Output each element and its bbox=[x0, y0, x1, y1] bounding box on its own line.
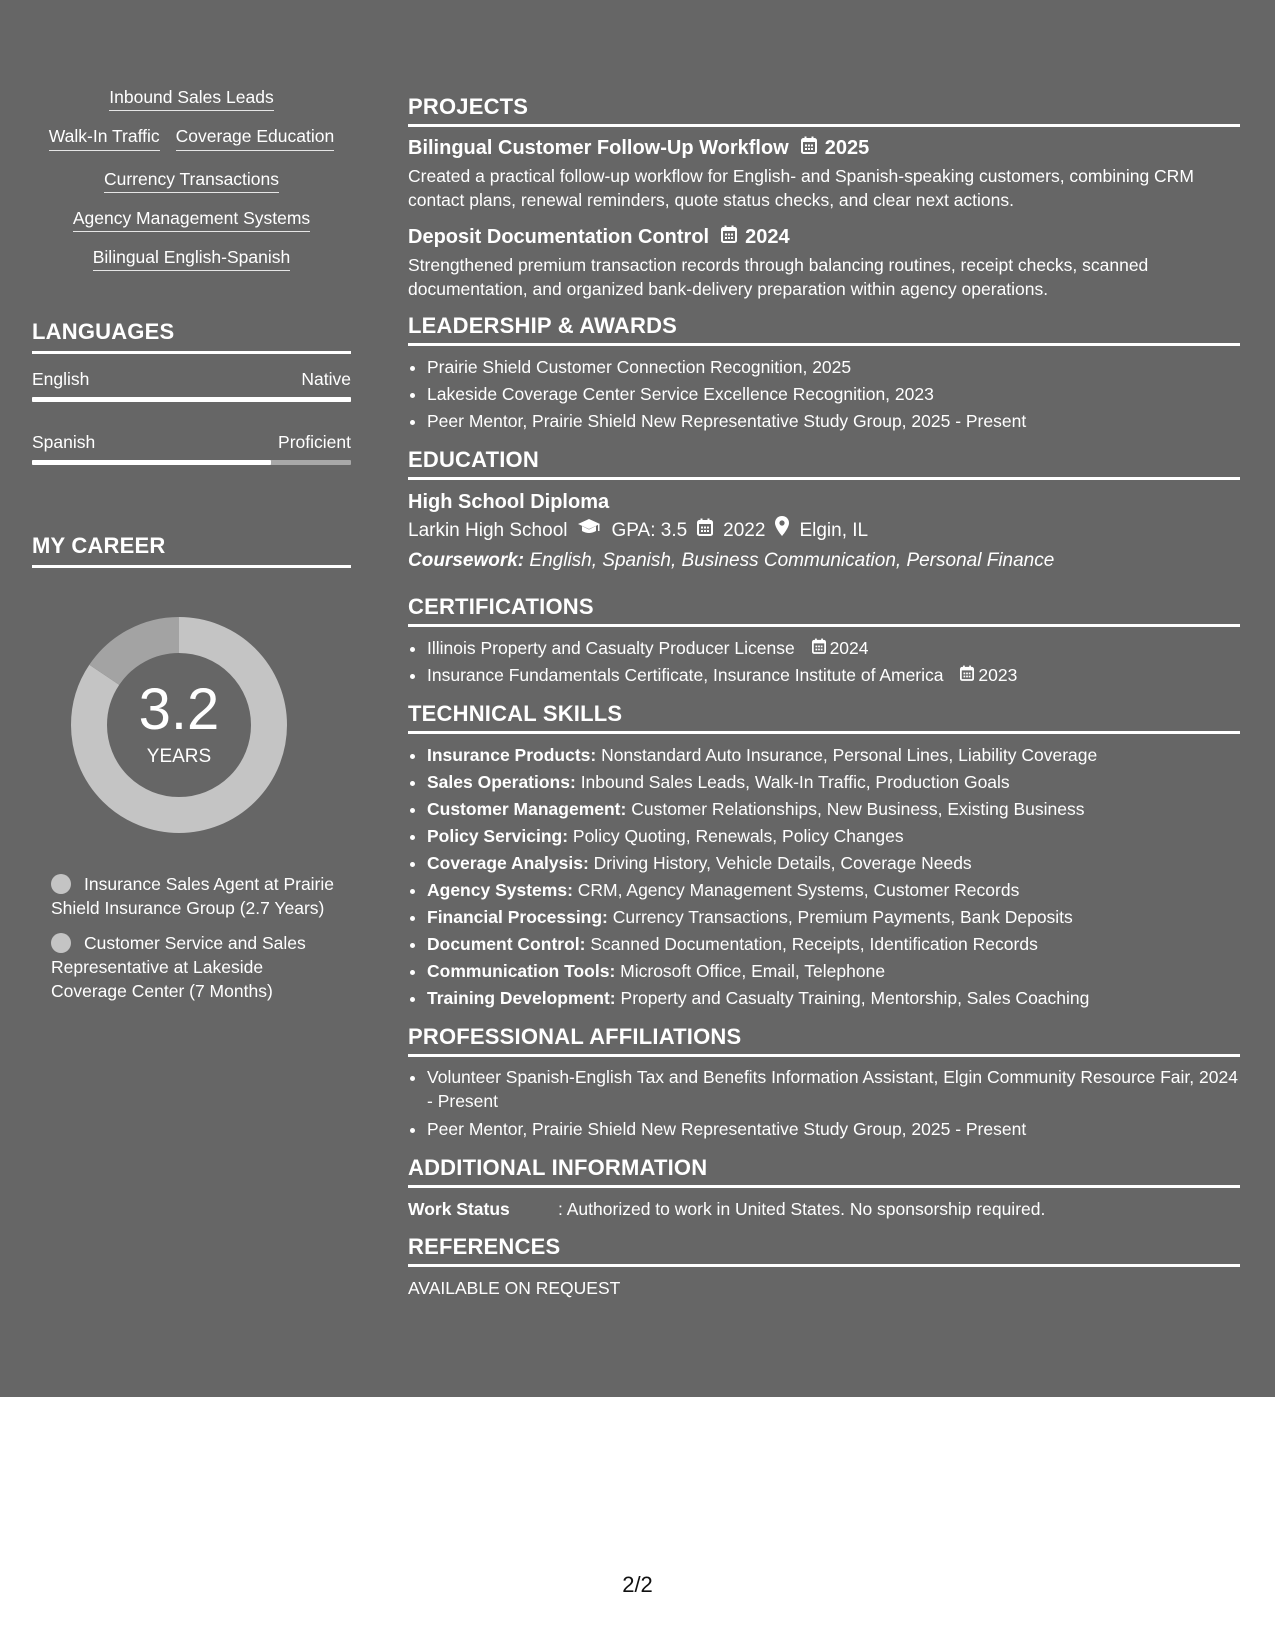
project-description: Strengthened premium transaction records through balancing routines, receipt checks, scanned documentation, and organized bank-delivery preparation within agency operations. bbox=[408, 255, 1149, 299]
certification-item bbox=[427, 662, 1240, 689]
affiliation-item: • Peer Mentor, Prairie Shield New Representative Study Group, 2025 - Present bbox=[427, 1116, 1240, 1143]
project-year: 2025 bbox=[824, 137, 870, 159]
certification-name: Illinois Property and Casualty Producer License bbox=[427, 638, 795, 658]
work-status-label: Work Status bbox=[408, 1199, 510, 1219]
skill-value: CRM, Agency Management Systems, Customer Records bbox=[577, 880, 1020, 900]
language-name: Spanish bbox=[32, 432, 96, 452]
education-year: 2022 bbox=[723, 520, 766, 541]
career-total-unit: YEARS bbox=[146, 746, 212, 767]
technical-skill-item bbox=[427, 850, 1240, 877]
skill-value: Driving History, Vehicle Details, Coverage Needs bbox=[593, 853, 972, 873]
calendar-icon bbox=[960, 662, 978, 689]
leadership-list bbox=[408, 354, 1240, 435]
main-content bbox=[408, 94, 1240, 1313]
career-list bbox=[51, 872, 341, 1003]
career-donut-chart bbox=[64, 610, 294, 840]
project-year: 2024 bbox=[745, 226, 790, 248]
project-description: Created a practical follow-up workflow for English- and Spanish-speaking customers, combining CRM contact plans, renewal reminders, quote status checks, and clear next actions. bbox=[408, 166, 1194, 210]
education-degree: High School Diploma bbox=[408, 491, 610, 513]
leadership-item: • Peer Mentor, Prairie Shield New Representative Study Group, 2025 - Present bbox=[427, 408, 1240, 435]
references-heading: REFERENCES bbox=[408, 1234, 1240, 1267]
map-pin-icon bbox=[775, 516, 789, 546]
language-item bbox=[32, 430, 351, 465]
certification-year: 2024 bbox=[829, 638, 869, 658]
references-section bbox=[408, 1234, 1240, 1301]
page-number: 2/2 bbox=[622, 1572, 653, 1597]
projects-heading: PROJECTS bbox=[408, 94, 1240, 127]
skill-value: Microsoft Office, Email, Telephone bbox=[620, 961, 886, 981]
education-details bbox=[408, 516, 1240, 546]
project-name: Bilingual Customer Follow-Up Workflow bbox=[408, 137, 789, 159]
education-coursework bbox=[408, 546, 1240, 576]
technical-skill-item bbox=[427, 769, 1240, 796]
skill-label: Coverage Analysis: bbox=[427, 853, 589, 873]
education-gpa: GPA: 3.5 bbox=[611, 520, 688, 541]
skill-label: Financial Processing: bbox=[427, 907, 608, 927]
career-entry bbox=[51, 931, 341, 1003]
certification-item bbox=[427, 635, 1240, 662]
skill-tag-text: Inbound Sales Leads bbox=[109, 87, 273, 111]
calendar-icon bbox=[801, 135, 817, 161]
career-total-years: 3.2 bbox=[138, 677, 220, 742]
language-name: English bbox=[32, 369, 90, 389]
language-item bbox=[32, 367, 351, 402]
technical-skill-item bbox=[427, 958, 1240, 985]
language-proficiency-fill bbox=[32, 460, 271, 465]
career-dot-icon bbox=[51, 874, 71, 894]
skill-tags bbox=[32, 86, 351, 285]
skill-tag bbox=[32, 86, 351, 108]
skill-tag: Walk-In Traffic bbox=[49, 125, 160, 151]
education-school: Larkin High School bbox=[408, 520, 568, 541]
language-proficiency-bar bbox=[32, 397, 351, 402]
calendar-icon bbox=[812, 635, 830, 662]
skill-tag: Coverage Education bbox=[176, 125, 335, 151]
technical-skills-list bbox=[408, 742, 1240, 1012]
certifications-list bbox=[408, 635, 1240, 689]
leadership-item: • Prairie Shield Customer Connection Recognition, 2025 bbox=[427, 354, 1240, 381]
skill-label: Customer Management: bbox=[427, 799, 627, 819]
additional-info-heading: ADDITIONAL INFORMATION bbox=[408, 1155, 1240, 1188]
project-item bbox=[408, 135, 1240, 212]
affiliations-list bbox=[408, 1065, 1240, 1143]
technical-skill-item bbox=[427, 985, 1240, 1012]
leadership-section bbox=[408, 313, 1240, 435]
career-entry-text: Customer Service and Sales Representative at Lakeside Coverage Center (7 Months) bbox=[51, 933, 306, 1001]
technical-skill-item bbox=[427, 904, 1240, 931]
skill-label: Sales Operations: bbox=[427, 772, 576, 792]
technical-skill-item bbox=[427, 931, 1240, 958]
language-proficiency-bar bbox=[32, 460, 351, 465]
skill-label: Agency Systems: bbox=[427, 880, 573, 900]
languages-heading: LANGUAGES bbox=[32, 319, 351, 354]
coursework-value: English, Spanish, Business Communication, Personal Finance bbox=[529, 550, 1055, 571]
skill-value: Inbound Sales Leads, Walk-In Traffic, Production Goals bbox=[580, 772, 1010, 792]
skill-label: Insurance Products: bbox=[427, 745, 597, 765]
education-location: Elgin, IL bbox=[799, 520, 869, 541]
leadership-heading: LEADERSHIP & AWARDS bbox=[408, 313, 1240, 346]
projects-section bbox=[408, 94, 1240, 301]
skill-tag-row bbox=[32, 168, 351, 190]
certification-year: 2023 bbox=[978, 665, 1018, 685]
skill-tag: Currency Transactions bbox=[104, 169, 279, 193]
skill-tag-row bbox=[32, 246, 351, 268]
language-level: Native bbox=[301, 369, 351, 389]
affiliations-section bbox=[408, 1024, 1240, 1143]
skill-value: Policy Quoting, Renewals, Policy Changes bbox=[572, 826, 904, 846]
coursework-label: Coursework: bbox=[408, 550, 525, 571]
skill-label: Training Development: bbox=[427, 988, 616, 1008]
career-dot-icon bbox=[51, 933, 71, 953]
certification-name: Insurance Fundamentals Certificate, Insurance Institute of America bbox=[427, 665, 944, 685]
work-status-value: : Authorized to work in United States. No sponsorship required. bbox=[558, 1199, 1046, 1219]
calendar-icon bbox=[697, 516, 713, 546]
skill-value: Nonstandard Auto Insurance, Personal Lines, Liability Coverage bbox=[601, 745, 1098, 765]
affiliations-heading: PROFESSIONAL AFFILIATIONS bbox=[408, 1024, 1240, 1057]
skill-tag: Agency Management Systems bbox=[73, 208, 310, 232]
certifications-heading: CERTIFICATIONS bbox=[408, 594, 1240, 627]
language-level: Proficient bbox=[278, 432, 351, 452]
graduation-cap-icon bbox=[577, 516, 601, 546]
references-text: AVAILABLE ON REQUEST bbox=[408, 1278, 621, 1298]
skill-label: Policy Servicing: bbox=[427, 826, 569, 846]
additional-info-section bbox=[408, 1155, 1240, 1222]
technical-skill-item bbox=[427, 823, 1240, 850]
skill-value: Property and Casualty Training, Mentorship, Sales Coaching bbox=[620, 988, 1090, 1008]
project-item bbox=[408, 224, 1240, 301]
work-status bbox=[408, 1196, 1240, 1222]
education-section bbox=[408, 447, 1240, 576]
technical-skills-heading: TECHNICAL SKILLS bbox=[408, 701, 1240, 734]
leadership-item: • Lakeside Coverage Center Service Excellence Recognition, 2023 bbox=[427, 381, 1240, 408]
sidebar bbox=[32, 86, 351, 1014]
skill-label: Communication Tools: bbox=[427, 961, 616, 981]
skill-value: Currency Transactions, Premium Payments, Bank Deposits bbox=[612, 907, 1073, 927]
calendar-icon bbox=[721, 224, 737, 250]
skill-label: Document Control: bbox=[427, 934, 586, 954]
career-heading: MY CAREER bbox=[32, 533, 351, 568]
skill-tag-row bbox=[32, 207, 351, 229]
career-entry-text: Insurance Sales Agent at Prairie Shield Insurance Group (2.7 Years) bbox=[51, 874, 335, 918]
technical-skill-item bbox=[427, 742, 1240, 769]
technical-skill-item bbox=[427, 796, 1240, 823]
project-name: Deposit Documentation Control bbox=[408, 226, 710, 248]
skill-tag: Bilingual English-Spanish bbox=[93, 247, 290, 271]
skill-value: Scanned Documentation, Receipts, Identification Records bbox=[590, 934, 1038, 954]
skill-value: Customer Relationships, New Business, Existing Business bbox=[631, 799, 1085, 819]
affiliation-item: • Volunteer Spanish-English Tax and Benefits Information Assistant, Elgin Community Resource Fair, 2024 - Present bbox=[427, 1065, 1240, 1113]
education-heading: EDUCATION bbox=[408, 447, 1240, 480]
career-entry bbox=[51, 872, 341, 920]
technical-skills-section bbox=[408, 701, 1240, 1012]
technical-skill-item bbox=[427, 877, 1240, 904]
language-proficiency-fill bbox=[32, 397, 351, 402]
certifications-section bbox=[408, 594, 1240, 689]
